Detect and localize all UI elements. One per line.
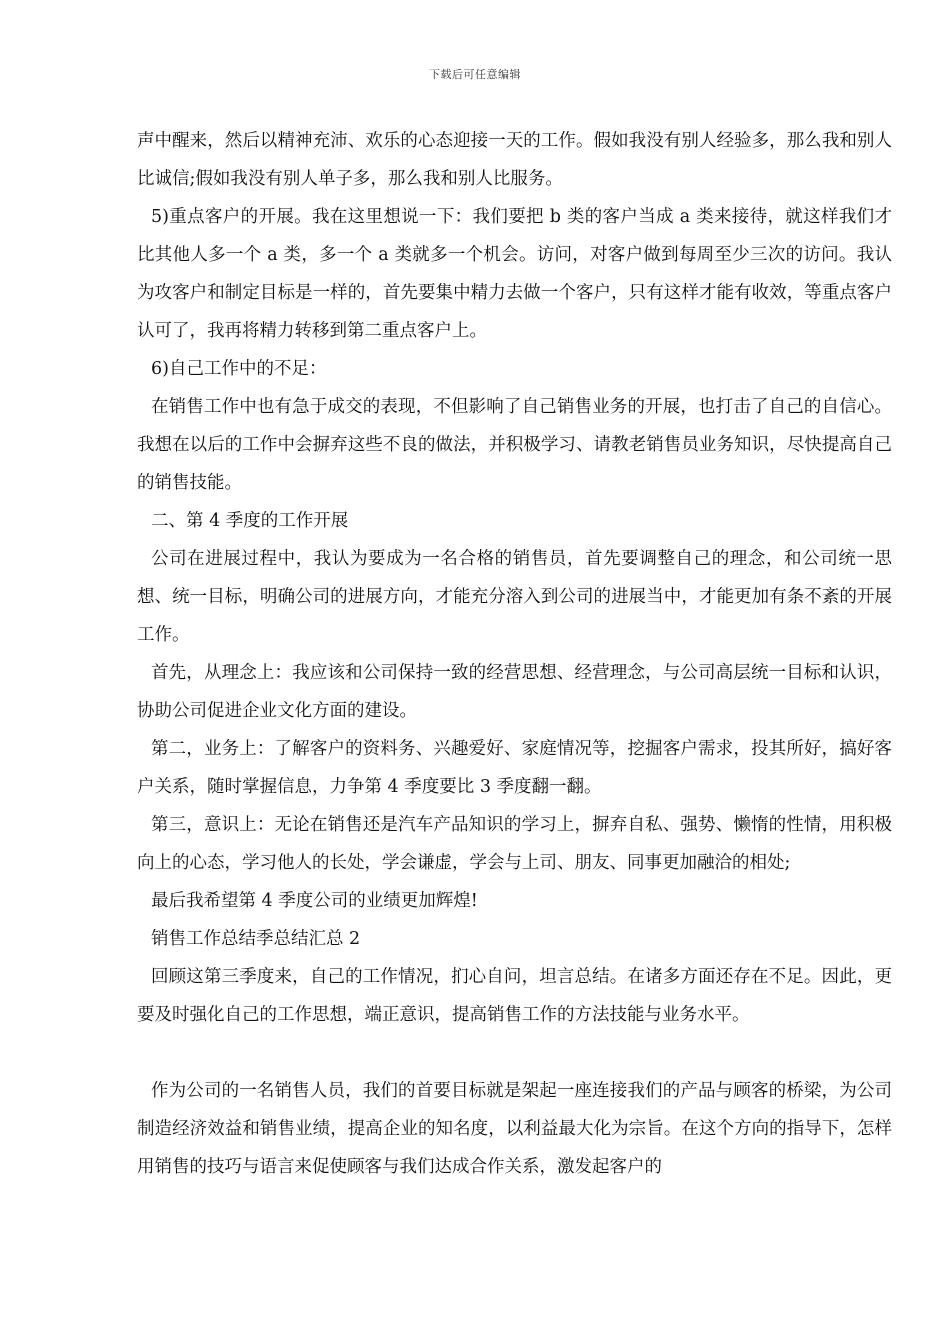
paragraph: 回顾这第三季度来，自己的工作情况，扪心自问，坦言总结。在诸多方面还存在不足。因此，更要及时强化自己的工作思想，端正意识，提高销售工作的方法技能与业务水平。: [137, 967, 892, 1025]
section-heading: 销售工作总结季总结汇总 2: [151, 929, 361, 949]
paragraph: 公司在进展过程中，我认为要成为一名合格的销售员，首先要调整自己的理念，和公司统一思想、统一目标，明确公司的进展方向，才能充分溶入到公司的进展当中，才能更加有条不紊的开展工作。: [137, 549, 892, 645]
paragraph: 作为公司的一名销售人员，我们的首要目标就是架起一座连接我们的产品与顾客的桥梁，为公司制造经济效益和销售业绩，提高企业的知名度，以利益最大化为宗旨。在这个方向的指导下，怎样用销售的技巧与语言来促使顾客与我们达成合作关系，激发起客户的: [137, 1081, 892, 1177]
section-heading: 二、第 4 季度的工作开展: [151, 511, 349, 531]
paragraph: 声中醒来，然后以精神充沛、欢乐的心态迎接一天的工作。假如我没有别人经验多，那么我和别人比诚信;假如我没有别人单子多，那么我和别人比服务。: [137, 131, 892, 189]
paragraph: 5)重点客户的开展。我在这里想说一下：我们要把 b 类的客户当成 a 类来接待，就这样我们才比其他人多一个 a 类，多一个 a 类就多一个机会。访问，对客户做到每周至少三次的访问。我认为攻客户和制定目标是一样的，首先要集中精力去做一个客户，只有这样才能有收效，等重点客户认可了，我再将精力转移到第二重点客户上。: [137, 207, 892, 341]
page-header: 下载后可任意编辑: [429, 68, 521, 81]
paragraph: 最后我希望第 4 季度公司的业绩更加辉煌!: [151, 891, 478, 911]
paragraph: 第三，意识上：无论在销售还是汽车产品知识的学习上，摒弃自私、强势、懒惰的性情，用积极向上的心态，学习他人的长处，学会谦虚，学会与上司、朋友、同事更加融洽的相处;: [137, 815, 892, 873]
document-body: [137, 122, 892, 1186]
paragraph: 6)自己工作中的不足：: [151, 359, 327, 379]
paragraph: 第二，业务上：了解客户的资料务、兴趣爱好、家庭情况等，挖掘客户需求，投其所好，搞好客户关系，随时掌握信息，力争第 4 季度要比 3 季度翻一翻。: [137, 739, 892, 797]
paragraph: 首先，从理念上：我应该和公司保持一致的经营思想、经营理念，与公司高层统一目标和认识，协助公司促进企业文化方面的建设。: [137, 663, 892, 721]
paragraph: 在销售工作中也有急于成交的表现，不但影响了自己销售业务的开展，也打击了自己的自信心。我想在以后的工作中会摒弃这些不良的做法，并积极学习、请教老销售员业务知识，尽快提高自己的销售技能。: [137, 397, 892, 493]
